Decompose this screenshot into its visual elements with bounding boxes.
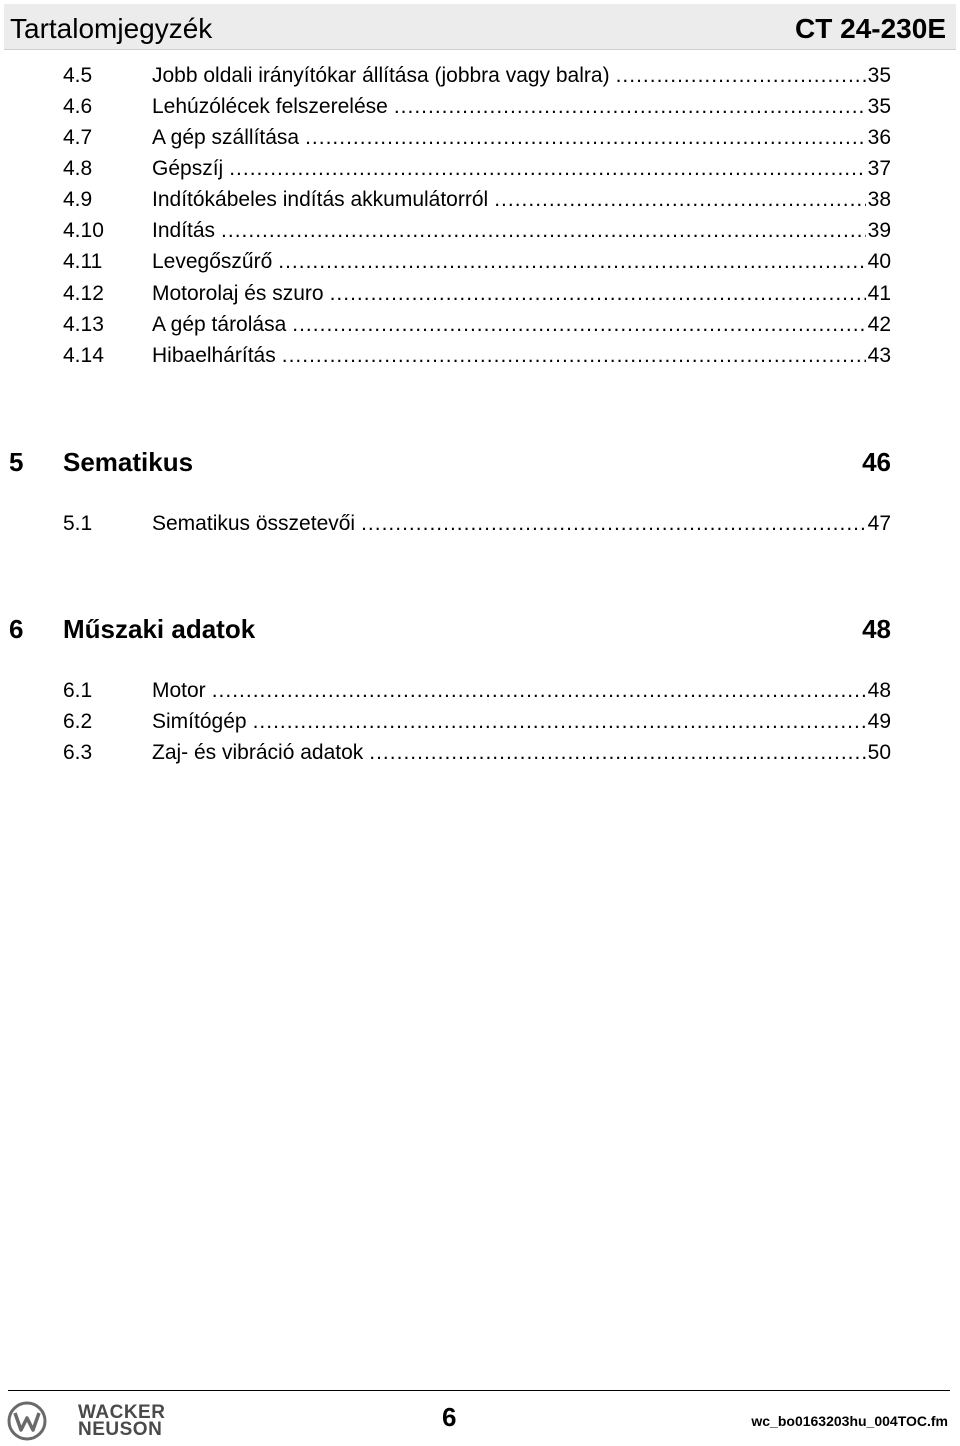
toc-entry[interactable] [63, 246, 891, 277]
toc-entry-title: Simítógép [152, 710, 247, 733]
toc-entry-number: 6.3 [63, 741, 93, 764]
toc-entry[interactable] [63, 91, 891, 122]
chapter-title: Sematikus [63, 447, 194, 477]
dot-leader [221, 215, 866, 246]
chapter-page: 46 [862, 447, 891, 477]
toc-entry-page: 38 [867, 188, 891, 211]
toc-entry-page: 40 [867, 250, 891, 273]
toc-entry-number: 4.10 [63, 219, 104, 242]
page-header [4, 4, 956, 50]
wacker-w-logo-icon [7, 1401, 47, 1441]
toc-entry-page: 43 [867, 344, 891, 367]
toc-entry-page: 48 [867, 679, 891, 702]
dot-leader [278, 246, 865, 277]
brand-line-2: NEUSON [78, 1419, 163, 1440]
toc-entry-number: 6.1 [63, 679, 93, 702]
dot-leader [494, 184, 865, 215]
file-name: wc_bo0163203hu_004TOC.fm [751, 1413, 948, 1429]
chapter-title: Műszaki adatok [63, 614, 256, 644]
toc-entry[interactable] [63, 184, 891, 215]
toc-entry-title: Levegőszűrő [152, 250, 273, 273]
toc-entry-number: 4.12 [63, 282, 104, 305]
toc-entry-page: 39 [867, 219, 891, 242]
toc-entry-page: 35 [867, 95, 891, 118]
toc-entry[interactable] [63, 706, 891, 737]
toc-entry-title: Motor [152, 679, 206, 702]
toc-entry-number: 5.1 [63, 512, 93, 535]
chapter-number: 5 [9, 447, 24, 477]
toc-entry-page: 37 [867, 157, 891, 180]
toc-entry-number: 4.14 [63, 344, 104, 367]
brand-line-1: WACKER [78, 1402, 166, 1423]
toc-entry-page: 42 [867, 313, 891, 336]
toc-entry-title: Sematikus összetevői [152, 512, 356, 535]
dot-leader [292, 309, 865, 340]
dot-leader [361, 508, 866, 539]
dot-leader [282, 340, 866, 371]
dot-leader [330, 278, 866, 309]
toc-entry[interactable] [63, 278, 891, 309]
toc-entry-page: 47 [867, 512, 891, 535]
toc-entry-number: 4.8 [63, 157, 93, 180]
toc-entry-page: 35 [867, 64, 891, 87]
toc-entry[interactable] [63, 122, 891, 153]
toc-entry[interactable] [63, 215, 891, 246]
dot-leader [229, 153, 865, 184]
toc-entry[interactable] [63, 153, 891, 184]
toc-entry-page: 50 [867, 741, 891, 764]
toc-entry-title: Zaj- és vibráció adatok [152, 741, 364, 764]
toc-entry-number: 4.5 [63, 64, 93, 87]
toc-entry-title: Hibaelhárítás [152, 344, 276, 367]
toc-entry-page: 41 [867, 282, 891, 305]
toc-entry[interactable] [63, 737, 891, 768]
model-name: CT 24-230E [795, 13, 946, 44]
dot-leader [369, 737, 865, 768]
toc-entry-number: 4.13 [63, 313, 104, 336]
chapter-heading[interactable] [9, 612, 891, 646]
toc-entry-title: Jobb oldali irányítókar állítása (jobbra vagy balra) [152, 64, 610, 87]
chapter-heading[interactable] [9, 445, 891, 479]
toc-entry-title: Gépszíj [152, 157, 224, 180]
page-number: 6 [442, 1402, 457, 1432]
toc-entry[interactable] [63, 508, 891, 539]
footer-divider [8, 1390, 950, 1391]
toc-entry-number: 4.11 [63, 250, 103, 273]
toc-entry-number: 4.7 [63, 126, 93, 149]
dot-leader [394, 91, 866, 122]
page-title: Tartalomjegyzék [10, 13, 213, 44]
toc-entry[interactable] [63, 340, 891, 371]
dot-leader [253, 706, 866, 737]
toc-entry-title: A gép szállítása [152, 126, 300, 149]
dot-leader [212, 675, 866, 706]
brand-logo [78, 1404, 188, 1438]
toc-entry-page: 49 [867, 710, 891, 733]
dot-leader [305, 122, 866, 153]
toc-entry[interactable] [63, 675, 891, 706]
toc-entry-title: Indítókábeles indítás akkumulátorról [152, 188, 489, 211]
toc-entry-page: 36 [867, 126, 891, 149]
toc-entry-title: Lehúzólécek felszerelése [152, 95, 388, 118]
toc-entry-number: 4.9 [63, 188, 93, 211]
dot-leader [616, 60, 866, 91]
chapter-page: 48 [862, 614, 891, 644]
toc-entry-title: Indítás [152, 219, 216, 242]
toc-entry-title: A gép tárolása [152, 313, 287, 336]
toc-entry[interactable] [63, 309, 891, 340]
chapter-number: 6 [9, 614, 24, 644]
toc-entry[interactable] [63, 60, 891, 91]
toc-entry-number: 6.2 [63, 710, 93, 733]
toc-entry-title: Motorolaj és szuro [152, 282, 324, 305]
toc-entry-number: 4.6 [63, 95, 93, 118]
